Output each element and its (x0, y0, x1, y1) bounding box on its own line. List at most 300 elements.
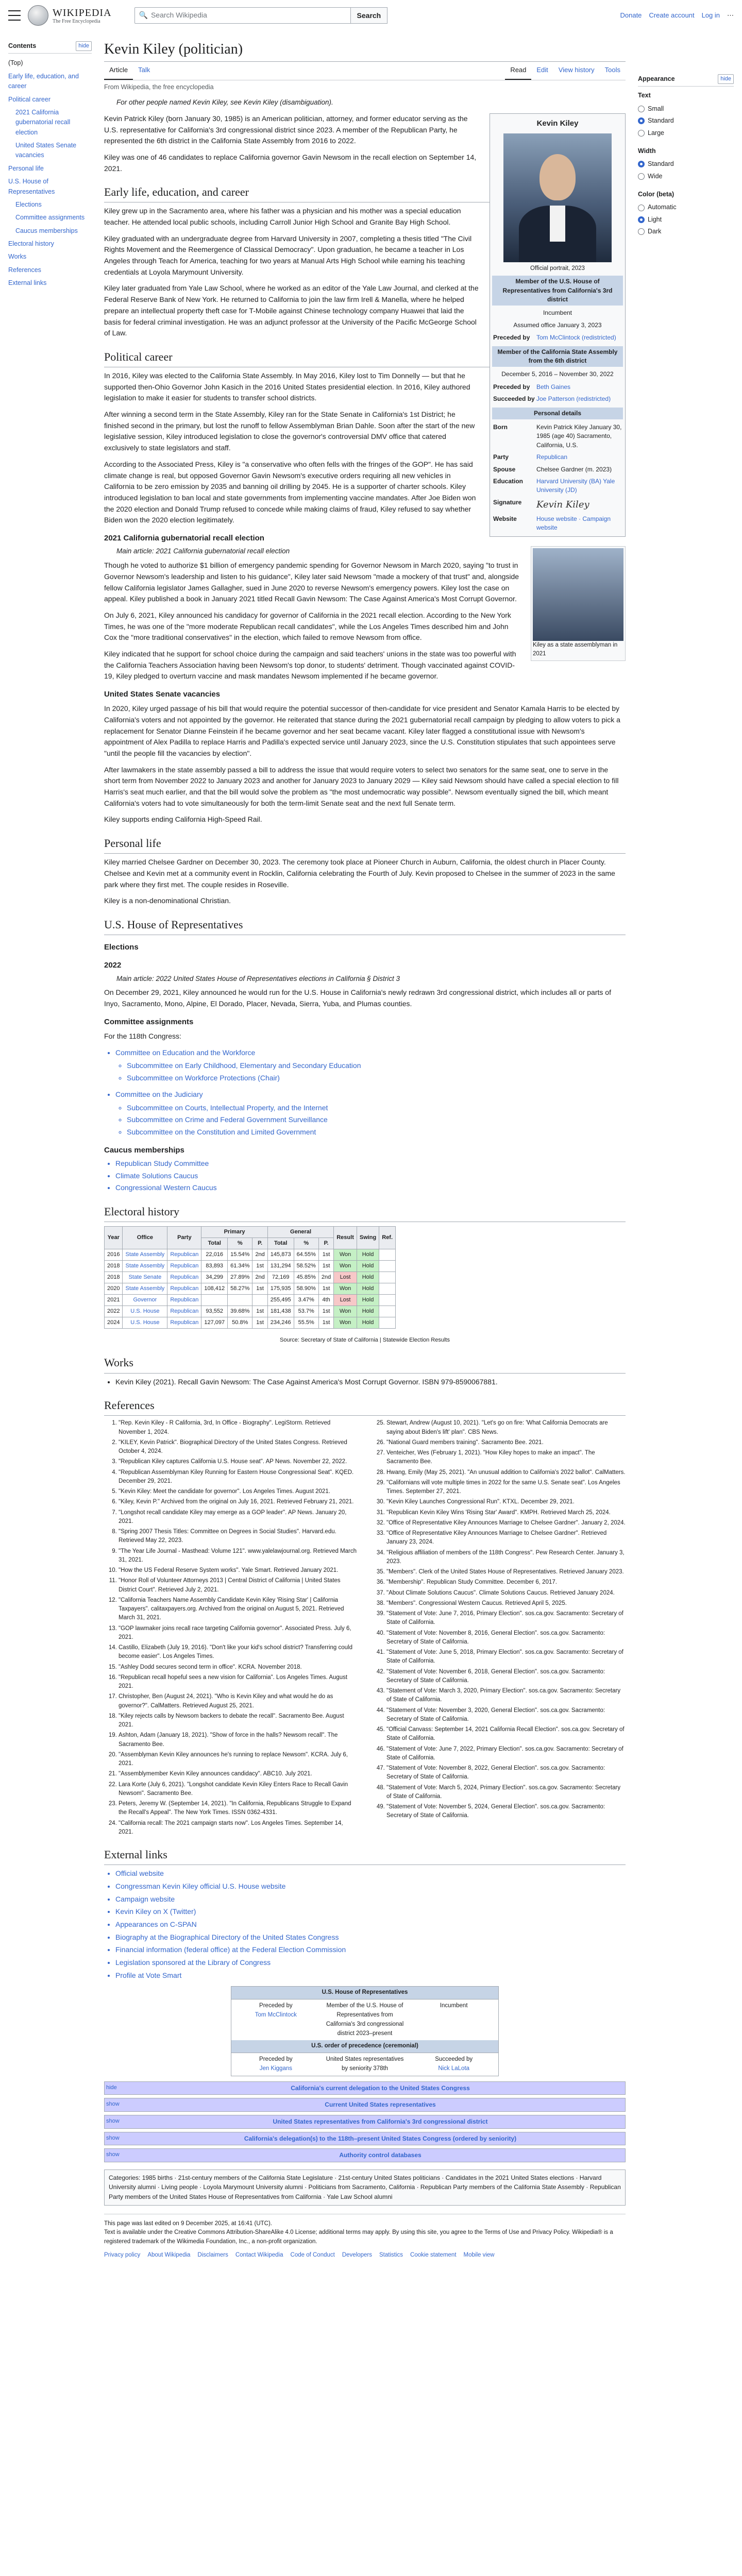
wikipedia-logo[interactable] (28, 5, 112, 26)
reference-item: 37. "About Climate Solutions Caucus". Climate Solutions Caucus. Retrieved January 2024. (386, 1589, 626, 1598)
radio-dot-icon (638, 130, 645, 137)
reference-item: 38. "Members". Congressional Western Caucus. Retrieved April 5, 2025. (386, 1599, 626, 1608)
table-cell: Hold (357, 1272, 379, 1283)
reference-item: 27. Venteicher, Wes (February 1, 2021). "How Kiley hopes to make an impact". The Sacramento Bee. (386, 1449, 626, 1467)
toc-item[interactable]: Caucus memberships (15, 227, 78, 234)
footer-link[interactable]: Developers (342, 2252, 373, 2259)
table-cell: 2016 (105, 1249, 123, 1261)
table-cell: 50.8% (228, 1317, 252, 1329)
heading-personal-life: Personal life (104, 835, 626, 854)
navbox-toggle[interactable]: show (106, 2118, 120, 2125)
reference-item: 18. "Kiley rejects calls by Newsom backers to debate the recall". Sacramento Bee. August 2021. (119, 1712, 358, 1730)
reference-item: 35. "Members". Clerk of the United States House of Representatives. Retrieved January 2023. (386, 1568, 626, 1577)
table-cell: 1st (318, 1283, 333, 1295)
assembly-photo-thumb[interactable] (531, 546, 626, 662)
logo-wordmark: WIKIPEDIA (53, 7, 112, 19)
reference-item: 19. Ashton, Adam (January 18, 2021). "Show of force in the halls? Newsom recall". The Sacramento Bee. (119, 1731, 358, 1749)
license-text: Text is available under the Creative Commons Attribution-ShareAlike 4.0 License; additional terms may apply. By using this site, you agree to the Terms of Use and Privacy Policy. Wikipedia® is a registered trademark of the Wikimedia Foundation, Inc., a non-profit organization. (104, 2229, 613, 2245)
search-form (134, 7, 388, 24)
radio-option[interactable] (638, 158, 734, 170)
reference-item: 34. "Religious affiliation of members of the 118th Congress". Pew Research Center. January 3, 2023. (386, 1549, 626, 1567)
table-cell[interactable]: Republican (167, 1306, 201, 1317)
table-header: Party (167, 1227, 201, 1249)
office-band-house[interactable]: Member of the U.S. House of Representatives from California's 3rd district (492, 276, 623, 306)
committee-item[interactable] (115, 1047, 626, 1084)
navbox (104, 2132, 626, 2146)
table-cell: 131,294 (267, 1261, 294, 1272)
radio-dot-icon (638, 228, 645, 235)
elections-main-article[interactable]: Main article: 2022 United States House of Representatives elections in California § District 3 (116, 974, 400, 982)
toc-item[interactable]: 2021 California gubernatorial recall election (15, 108, 71, 136)
preceded-value[interactable]: Tom McClintock (redistricted) (536, 334, 616, 342)
reference-item: 6. "Kiley, Kevin P." Archived from the original on July 16, 2021. Retrieved February 21, 2021. (119, 1498, 358, 1506)
appearance-panel (638, 31, 734, 2260)
reference-item: 43. "Statement of Vote: March 3, 2020, Primary Election". sos.ca.gov. Sacramento: Secretary of State of California. (386, 1687, 626, 1705)
footer-link[interactable]: Disclaimers (197, 2252, 228, 2259)
table-cell[interactable]: State Assembly (123, 1283, 167, 1295)
preceded-value-2[interactable]: Beth Gaines (536, 383, 571, 391)
login-link[interactable]: Log in (701, 11, 720, 19)
navbox (104, 2081, 626, 2095)
senate-paragraph-1: In 2020, Kiley urged passage of his bill that would require the potential successor of then-candidate for vice president and Senator Kamala Harris to be elected by California's voters and not appointed by the governor. He reiterated that stance during the 2021 gubernatorial recall campaign by pledging to allow voters to pick a replacement for Senator Dianne Feinstein if he became governor and her seat became vacant. Kiley later flagged a constitutional issue with Newsom's appointment of Alex Padilla to replace Harris and Padilla's expected service until January 2023, since the U.S. Constitution stipulates that such appointees serve "until the people fill the vacancies by election". (104, 704, 620, 757)
toc-item[interactable]: Works (8, 253, 27, 261)
navbox-header[interactable] (105, 2149, 625, 2162)
reference-item: 30. "Kevin Kiley Launches Congressional Run". KTXL. December 29, 2021. (386, 1498, 626, 1506)
table-subheader: P. (252, 1238, 267, 1249)
political-paragraph-1: In 2016, Kiley was elected to the California State Assembly. In May 2016, Kiley lost to Tim Donnelly — but that he supported then-Ohio Governor John Kasich in the 2016 United States presidential election. In 2016, Kiley authored legislation to make it easier for students to transfer school districts. (104, 371, 470, 402)
committee-item[interactable] (115, 1089, 626, 1138)
radio-option[interactable] (638, 127, 734, 139)
toc-item[interactable]: External links (8, 279, 47, 287)
radio-dot-icon (638, 117, 645, 124)
tab-read[interactable]: Read (505, 62, 531, 79)
reference-item: 32. "Office of Representative Kiley Announces Marriage to Chelsee Gardner". January 2, 2024. (386, 1519, 626, 1528)
subcommittee-item[interactable]: ◦ Subcommittee on Courts, Intellectual Property, and the Internet (127, 1103, 626, 1114)
succession-center: Member of the U.S. House of Representatives from California's 3rd congressional district 2023–present (326, 2003, 404, 2037)
tab-talk[interactable]: Talk (138, 66, 150, 74)
footer-link[interactable]: Contact Wikipedia (235, 2252, 283, 2259)
table-cell: 27.89% (228, 1272, 252, 1283)
create-account-link[interactable]: Create account (649, 11, 695, 19)
electoral-history-table (104, 1226, 396, 1329)
table-cell: 2nd (252, 1249, 267, 1261)
reference-item: 48. "Statement of Vote: March 5, 2024, Primary Election". sos.ca.gov. Sacramento: Secretary of State of California. (386, 1784, 626, 1802)
toc-item[interactable]: Elections (15, 200, 42, 208)
table-cell: 58.90% (294, 1283, 318, 1295)
page-title: Kevin Kiley (politician) (104, 38, 626, 62)
precedence-preceded-label: Preceded by (259, 2056, 293, 2063)
table-header: Year (105, 1227, 123, 1249)
succession-band: U.S. House of Representatives (231, 1987, 498, 1999)
table-cell[interactable]: State Senate (123, 1272, 167, 1283)
heading-senate-vacancies: United States Senate vacancies (104, 690, 221, 699)
table-cell: 1st (318, 1261, 333, 1272)
radio-label: Light (648, 215, 662, 223)
tab-tools[interactable]: Tools (604, 66, 620, 74)
table-cell: 3.47% (294, 1295, 318, 1306)
official-portrait[interactable] (503, 133, 612, 262)
heading-committees: Committee assignments (104, 1017, 194, 1026)
subcommittee-item[interactable]: ◦ Subcommittee on Workforce Protections (Chair) (127, 1073, 626, 1084)
table-cell[interactable]: U.S. House (123, 1306, 167, 1317)
table-cell: 64.55% (294, 1249, 318, 1261)
footer-links (104, 2251, 626, 2260)
external-link[interactable]: • Official website (115, 1868, 626, 1879)
subcommittee-item[interactable]: ◦ Subcommittee on the Constitution and Limited Government (127, 1127, 626, 1138)
precedence-preceded[interactable]: Jen Kiggans (259, 2065, 292, 2072)
external-links-list (115, 1868, 626, 1981)
table-cell[interactable]: Republican (167, 1283, 201, 1295)
footer-link[interactable]: Statistics (379, 2252, 403, 2259)
table-cell (379, 1317, 396, 1329)
heading-political-career: Political career (104, 348, 626, 367)
succeeded-value[interactable]: Joe Patterson (redistricted) (536, 395, 611, 403)
table-header: General (267, 1227, 333, 1238)
article-main (92, 31, 638, 2260)
table-row (105, 1295, 396, 1306)
navbox-title[interactable]: California's current delegation to the United States Congress (291, 2084, 470, 2092)
radio-option[interactable] (638, 103, 734, 115)
table-of-contents (8, 31, 92, 2260)
search-input[interactable] (134, 7, 351, 24)
table-cell: 255,495 (267, 1295, 294, 1306)
table-cell: 1st (318, 1317, 333, 1329)
succeeded-label: Succeeded by (493, 395, 535, 403)
external-link[interactable]: • Appearances on C-SPAN (115, 1919, 626, 1930)
navbox-header[interactable] (105, 2132, 625, 2145)
table-cell: Hold (357, 1317, 379, 1329)
toc-item[interactable]: Electoral history (8, 240, 54, 247)
table-cell[interactable]: Republican (167, 1317, 201, 1329)
donate-link[interactable]: Donate (620, 11, 642, 19)
reference-item: 3. "Republican Kiley captures California U.S. House seat". AP News. November 22, 2022. (119, 1458, 358, 1466)
works-item: • Kevin Kiley (2021). Recall Gavin Newsom: The Case Against America's Most Corrupt Governor. ISBN 979-8590067881. (115, 1377, 626, 1388)
table-cell: 1st (252, 1283, 267, 1295)
reference-item: 25. Stewart, Andrew (August 10, 2021). "Let's go on fire: 'What California Democrats are saying about Biden's lift' plan". CBS News. (386, 1419, 626, 1437)
table-cell: 93,552 (201, 1306, 228, 1317)
navbox-toggle[interactable]: hide (106, 2084, 117, 2091)
table-cell: 1st (318, 1306, 333, 1317)
reference-item: 9. "The Year Life Journal - Masthead: Volume 121". www.yalelawjournal.org. Retrieved March 31, 2021. (119, 1547, 358, 1565)
assembly-term: December 5, 2016 – November 30, 2022 (501, 370, 614, 378)
caucus-item[interactable]: • Climate Solutions Caucus (115, 1171, 626, 1182)
table-cell: Won (334, 1317, 357, 1329)
reference-item: 20. "Assemblyman Kevin Kiley announces he's running to replace Newsom". KCRA. July 6, 2021. (119, 1751, 358, 1769)
radio-dot-icon (638, 161, 645, 167)
external-link[interactable]: • Biography at the Biographical Directory of the United States Congress (115, 1932, 626, 1943)
signature-image: Kevin Kiley (536, 499, 589, 510)
toc-item[interactable]: Committee assignments (15, 214, 85, 222)
color-label: Color (beta) (638, 191, 674, 198)
party-value[interactable]: Republican (536, 453, 568, 461)
elections-paragraph: On December 29, 2021, Kiley announced he would run for the U.S. House in California's newly redrawn 3rd congressional district, which includes all or parts of Inyo, Sacramento, Mono, Alpine, El Dorado, Placer, Nevada, Sierra, Yuba, and Plumas counties. (104, 988, 611, 1008)
reference-item: 29. "Californians will vote multiple times in 2022 for the same U.S. Senate seat". Los Angeles Times. September 27, 2021. (386, 1479, 626, 1497)
radio-dot-icon (638, 173, 645, 180)
born-value: Kevin Patrick Kiley January 30, 1985 (age 40) Sacramento, California, U.S. (536, 423, 622, 449)
table-cell: Won (334, 1249, 357, 1261)
senate-paragraph-2: After lawmakers in the state assembly passed a bill to address the issue that would require voters to select two senators for the same seat, one to serve in the short term from November 2022 to January 2023 and another for January 2023 to January 2029 — Kiley said Newsom should have called a special election to fill Harris's seat much earlier, and that the bill would solve the problem as "the most undemocratic way possible". Newsom eventually signed the bill, which meant California's voters had to vote simultaneously for both the term-limit Senate seat and the next full Senate term. (104, 765, 619, 807)
toc-item[interactable]: References (8, 266, 41, 274)
table-cell: 1st (318, 1249, 333, 1261)
footer-link[interactable]: Code of Conduct (290, 2252, 335, 2259)
table-cell: Won (334, 1261, 357, 1272)
navbox-header[interactable] (105, 2115, 625, 2128)
navbox-header[interactable] (105, 2082, 625, 2095)
external-link[interactable]: • Profile at Vote Smart (115, 1970, 626, 1981)
committee-label[interactable]: Committee on the Judiciary (115, 1090, 203, 1098)
table-cell: Hold (357, 1249, 379, 1261)
website-value[interactable]: House website · Campaign website (536, 515, 611, 532)
reference-item: 31. "Republican Kevin Kiley Wins 'Rising Star' Award". KMPH. Retrieved March 25, 2024. (386, 1509, 626, 1517)
electoral-source: Source: Secretary of State of California | Statewide Election Results (280, 1337, 450, 1344)
radio-option[interactable] (638, 115, 734, 127)
born-label: Born (493, 423, 508, 431)
committee-label[interactable]: Committee on Education and the Workforce (115, 1048, 256, 1057)
precedence-succeeded-label: Succeeded by (435, 2056, 473, 2063)
table-cell (201, 1295, 228, 1306)
tab-history[interactable]: View history (558, 66, 595, 74)
table-cell: 34,299 (201, 1272, 228, 1283)
appearance-title: Appearance (638, 75, 675, 82)
radio-dot-icon (638, 205, 645, 211)
toc-item[interactable]: Early life, education, and career (8, 72, 79, 90)
table-cell: 39.68% (228, 1306, 252, 1317)
user-links (620, 10, 734, 21)
navbox (104, 2148, 626, 2162)
text-size-label: Text (638, 92, 651, 99)
more-options-icon[interactable]: ⋯ (727, 11, 734, 19)
senate-paragraph-3: Kiley supports ending California High-Speed Rail. (104, 815, 262, 824)
education-value[interactable]: Harvard University (BA) Yale University (JD) (536, 477, 615, 494)
navbox (104, 2115, 626, 2129)
infobox-name: Kevin Kiley (536, 118, 579, 128)
radio-label: Automatic (648, 204, 677, 211)
reference-item: 17. Christopher, Ben (August 24, 2021). "Who is Kevin Kiley and what would he do as governor?". CalMatters. Retrieved August 25, 2021. (119, 1692, 358, 1710)
table-cell[interactable]: Governor (123, 1295, 167, 1306)
table-cell: 61.34% (228, 1261, 252, 1272)
radio-label: Large (648, 129, 664, 137)
table-cell (379, 1295, 396, 1306)
last-edited: This page was last edited on 9 December 2025, at 16:41 (UTC). (104, 2220, 273, 2227)
spouse-value: Chelsee Gardner (m. 2023) (536, 465, 612, 473)
table-row (105, 1261, 396, 1272)
committees-intro: For the 118th Congress: (104, 1032, 181, 1041)
table-cell: 15.54% (228, 1249, 252, 1261)
table-cell: Lost (334, 1295, 357, 1306)
reference-item: 11. "Honor Roll of Volunteer Attorneys 2013 | Central District of California | United States District Court". Retrieved July 2, 2021. (119, 1577, 358, 1595)
search-icon: 🔍 (139, 11, 148, 20)
spouse-label: Spouse (493, 465, 516, 473)
search-button[interactable]: Search (351, 7, 388, 24)
footer-link[interactable]: About Wikipedia (147, 2252, 191, 2259)
recall-paragraph-3: Kiley indicated that he support for school choice during the campaign and said teachers' unions in the state was too powerful with the California Teachers Association having been Newsom's top donor, to students' detriment. Though vaccinated against COVID-19, Kiley pledged to overturn vaccine and mask mandates Newsom implemented if he became governor. (104, 649, 516, 681)
footer-link[interactable]: Privacy policy (104, 2252, 141, 2259)
reference-item: 4. "Republican Assemblyman Kiley Running for Eastern House Congressional Seat". KQED. December 29, 2021. (119, 1468, 358, 1486)
radio-option[interactable] (638, 214, 734, 226)
reference-item: 2. "KILEY, Kevin Patrick". Biographical Directory of the United States Congress. Retrieved October 4, 2024. (119, 1438, 358, 1456)
subcommittee-item[interactable]: ◦ Subcommittee on Early Childhood, Elementary and Secondary Education (127, 1060, 626, 1072)
table-cell[interactable]: U.S. House (123, 1317, 167, 1329)
navbox-title[interactable]: California's delegation(s) to the 118th–present United States Congress (ordered by seniority) (244, 2134, 517, 2142)
table-cell[interactable]: Republican (167, 1261, 201, 1272)
external-link[interactable]: • Legislation sponsored at the Library of Congress (115, 1957, 626, 1969)
heading-caucus: Caucus memberships (104, 1145, 184, 1155)
table-cell[interactable]: State Assembly (123, 1261, 167, 1272)
reference-item: 16. "Republican recall hopeful sees a new vision for California". Los Angeles Times. August 2021. (119, 1673, 358, 1691)
assumed-office: Assumed office January 3, 2023 (513, 321, 602, 329)
table-cell[interactable]: State Assembly (123, 1249, 167, 1261)
table-row (105, 1272, 396, 1283)
table-subheader: % (228, 1238, 252, 1249)
external-link[interactable]: • Campaign website (115, 1894, 626, 1905)
political-paragraph-2: After winning a second term in the State Assembly, Kiley ran for the State Senate in California's 1st District; he finished second in the primary, but lost the runoff to fellow Assemblyman Brian Dahle. Soon after the start of the new legislative session, Kiley introduced legislation to close the governor's controversial DMV office that catered exclusively to state legislators and staff. (104, 410, 475, 452)
table-cell: 127,097 (201, 1317, 228, 1329)
navbox-toggle[interactable]: show (106, 2101, 120, 2108)
recall-main-article[interactable]: Main article: 2021 California gubernatorial recall election (116, 547, 290, 555)
heading-elections-2022: 2022 (104, 961, 122, 970)
external-link[interactable]: • Financial information (federal office) at the Federal Election Commission (115, 1944, 626, 1956)
reference-item: 24. "California recall: The 2021 campaign starts now". Los Angeles Times. September 14, 2021. (119, 1819, 358, 1837)
radio-label: Standard (648, 117, 674, 125)
table-header: Office (123, 1227, 167, 1249)
from-wikipedia: From Wikipedia, the free encyclopedia (104, 83, 214, 91)
table-cell: 4th (318, 1295, 333, 1306)
lead-paragraph-1: Kevin Patrick Kiley (born January 30, 1985) is an American politician, attorney, and former educator serving as the U.S. representative for California's 3rd congressional district since 2023. A member of the Republican Party, he represented the 6th district in the California State Assembly from 2016 to 2022. (104, 114, 468, 145)
radio-option[interactable] (638, 201, 734, 213)
caucus-item[interactable]: • Congressional Western Caucus (115, 1182, 626, 1194)
table-cell: Won (334, 1283, 357, 1295)
reference-item: 15. "Ashley Dodd secures second term in office". KCRA. November 2018. (119, 1663, 358, 1672)
toc-item[interactable]: Political career (8, 95, 50, 103)
precedence-center: United States representatives by seniority 378th (326, 2056, 404, 2072)
navbox-title[interactable]: Authority control databases (339, 2151, 421, 2159)
table-cell: Won (334, 1306, 357, 1317)
reference-item: 23. Peters, Jeremy W. (September 14, 2021). "In California, Republicans Struggle to Expand the Recall's Appeal". The New York Times. ISSN 0362-4331. (119, 1800, 358, 1818)
table-row (105, 1306, 396, 1317)
external-link[interactable]: • Kevin Kiley on X (Twitter) (115, 1906, 626, 1918)
table-cell: Hold (357, 1261, 379, 1272)
navbox-toggle[interactable]: show (106, 2134, 120, 2141)
toc-item[interactable]: Personal life (8, 164, 44, 172)
reference-item: 40. "Statement of Vote: November 8, 2016, General Election". sos.ca.gov. Sacramento: Secretary of State of California. (386, 1629, 626, 1647)
navbox-title[interactable]: United States representatives from California's 3rd congressional district (273, 2118, 488, 2126)
table-cell: Lost (334, 1272, 357, 1283)
reference-item: 39. "Statement of Vote: June 7, 2016, Primary Election". sos.ca.gov. Sacramento: Secretary of State of California. (386, 1609, 626, 1628)
reference-item: 5. "Kevin Kiley: Meet the candidate for governor". Los Angeles Times. August 2021. (119, 1487, 358, 1496)
recall-paragraph-1: Though he voted to authorize $1 billion of emergency pandemic spending for Governor Newsom in March 2020, saying "to trust in Governor Newsom's leadership and listen to his guidance", Kiley later said Newsom "made a mockery of that trust" and, alongside fellow California legislator James Gallagher, sued in June 2020 to reverse Newsom's emergency powers. Kiley lost the case on appeal. Kiley published a book in January 2021 titled Recall Gavin Newsom: The Case Against America's Most Corrupt Governor. (104, 561, 519, 603)
reference-item: 49. "Statement of Vote: November 5, 2024, General Election". sos.ca.gov. Sacramento: Secretary of State of California. (386, 1803, 626, 1821)
toc-hide-button[interactable]: hide (76, 41, 92, 51)
main-menu-icon[interactable] (8, 10, 21, 21)
reference-item: 10. "How the US Federal Reserve System works". Yale Smart. Retrieved January 2021. (119, 1566, 358, 1575)
reference-item: 33. "Office of Representative Kiley Announces Marriage to Chelsee Gardner". Retrieved January 23, 2024. (386, 1529, 626, 1547)
table-cell[interactable]: Republican (167, 1295, 201, 1306)
hatnote: For other people named Kevin Kiley, see Kevin Kiley (disambiguation). (116, 98, 333, 106)
table-cell: 2018 (105, 1272, 123, 1283)
recall-paragraph-2: On July 6, 2021, Kiley announced his candidacy for governor of California in the 2021 recall election. According to the New York Times, he was one of the "more moderate Republican recall candidates", while the Los Angeles Times described him and John Cox the "more traditional conservatives" in the election, which failed to remove Newsom from office. (104, 611, 511, 642)
table-row (105, 1317, 396, 1329)
navbox-title[interactable]: Current United States representatives (325, 2101, 436, 2109)
footer-link[interactable]: Mobile view (463, 2252, 495, 2259)
heading-house: U.S. House of Representatives (104, 916, 626, 935)
portrait-caption: Official portrait, 2023 (530, 265, 585, 272)
table-cell: 58.52% (294, 1261, 318, 1272)
toc-item[interactable]: U.S. House of Representatives (8, 178, 55, 195)
navbox-toggle[interactable]: show (106, 2151, 120, 2158)
office-band-assembly[interactable]: Member of the California State Assembly from the 6th district (492, 346, 623, 367)
footer-link[interactable]: Cookie statement (410, 2252, 457, 2259)
table-cell: 72,169 (267, 1272, 294, 1283)
tab-article[interactable]: Article (104, 62, 133, 79)
navbox-header[interactable] (105, 2098, 625, 2111)
infobox (490, 113, 626, 537)
appearance-hide-button[interactable]: hide (718, 74, 734, 84)
table-cell (379, 1283, 396, 1295)
precedence-succeeded[interactable]: Nick LaLota (438, 2065, 470, 2072)
preceded-label: Preceded by (493, 334, 530, 342)
table-cell: Hold (357, 1283, 379, 1295)
heading-elections: Elections (104, 943, 139, 952)
reference-item: 45. "Official Canvass: September 14, 2021 California Recall Election". sos.ca.gov. Secretary of State of California. (386, 1725, 626, 1743)
table-header: Ref. (379, 1227, 396, 1249)
table-cell (379, 1272, 396, 1283)
table-cell: 181,438 (267, 1306, 294, 1317)
caucus-item[interactable]: • Republican Study Committee (115, 1158, 626, 1170)
political-paragraph-3: According to the Associated Press, Kiley is "a conservative who often fells with the fringes of the GOP". He has said climate change is real, but opposed Governor Gavin Newsom's executive orders requiring all new vehicles in California to be zero emission by 2035 and banning oil drilling by 2045. He is a supporter of charter schools. Kiley introduced legislation to ban local and state governments from implementing vaccine mandates. After Joe Biden won the 2020 election and Donald Trump refused to concede while making claims of fraud, Kiley refused to say whether Biden won the 2020 election legitimately. (104, 460, 476, 524)
succession-preceded[interactable]: Tom McClintock (255, 2012, 297, 2019)
table-cell (379, 1261, 396, 1272)
toc-item[interactable]: (Top) (8, 59, 23, 67)
table-subheader: P. (318, 1238, 333, 1249)
reference-item: 8. "Spring 2007 Thesis Titles: Committee on Degrees in Social Studies". Harvard.edu. Retrieved May 22, 2023. (119, 1528, 358, 1546)
logo-tagline: The Free Encyclopedia (53, 18, 100, 24)
reference-item: 47. "Statement of Vote: November 8, 2022, General Election". sos.ca.gov. Sacramento: Secretary of State of California. (386, 1764, 626, 1782)
table-cell: 1st (252, 1306, 267, 1317)
table-cell: 83,893 (201, 1261, 228, 1272)
radio-dot-icon (638, 106, 645, 112)
toc-item[interactable]: United States Senate vacancies (15, 142, 77, 159)
radio-option[interactable] (638, 171, 734, 182)
table-cell: 55.5% (294, 1317, 318, 1329)
radio-label: Standard (648, 160, 674, 168)
heading-references: References (104, 1397, 626, 1416)
table-header: Primary (201, 1227, 267, 1238)
table-header: Swing (357, 1227, 379, 1249)
table-row (105, 1283, 396, 1295)
reference-item: 21. "Assemblymember Kevin Kiley announces candidacy". ABC10. July 2021. (119, 1770, 358, 1778)
table-cell: Hold (357, 1306, 379, 1317)
table-cell[interactable]: Republican (167, 1249, 201, 1261)
table-cell (228, 1295, 252, 1306)
page-footer (104, 2214, 626, 2260)
party-label: Party (493, 453, 509, 461)
category-links[interactable]: Categories: 1985 births · 21st-century members of the California State Legislature · 21st-century United States politicians · Candidates in the 2021 United States elections · Harvard University alumni · Living people · Loyola Marymount University alumni · Politicians from Sacramento, California · Republican Party members of the California State Assembly · Republican Party members of the United States House of Representatives from California · Yale Law School alumni (104, 2170, 626, 2206)
site-header (0, 0, 742, 31)
radio-option[interactable] (638, 226, 734, 238)
heading-external-links: External links (104, 1846, 626, 1865)
subcommittee-item[interactable]: ◦ Subcommittee on Crime and Federal Government Surveillance (127, 1114, 626, 1126)
signature-label: Signature (493, 498, 522, 506)
heading-electoral-history: Electoral history (104, 1203, 626, 1222)
tab-edit[interactable]: Edit (536, 66, 548, 74)
navboxes (104, 2081, 626, 2162)
external-link[interactable]: • Congressman Kevin Kiley official U.S. House website (115, 1881, 626, 1892)
table-cell[interactable]: Republican (167, 1272, 201, 1283)
table-cell: 234,246 (267, 1317, 294, 1329)
heading-works: Works (104, 1354, 626, 1373)
reference-item: 14. Castillo, Elizabeth (July 19, 2016). "Don't like your kid's school district? Transferring could become easier". Los Angeles Times. (119, 1643, 358, 1662)
radio-label: Wide (648, 172, 663, 180)
